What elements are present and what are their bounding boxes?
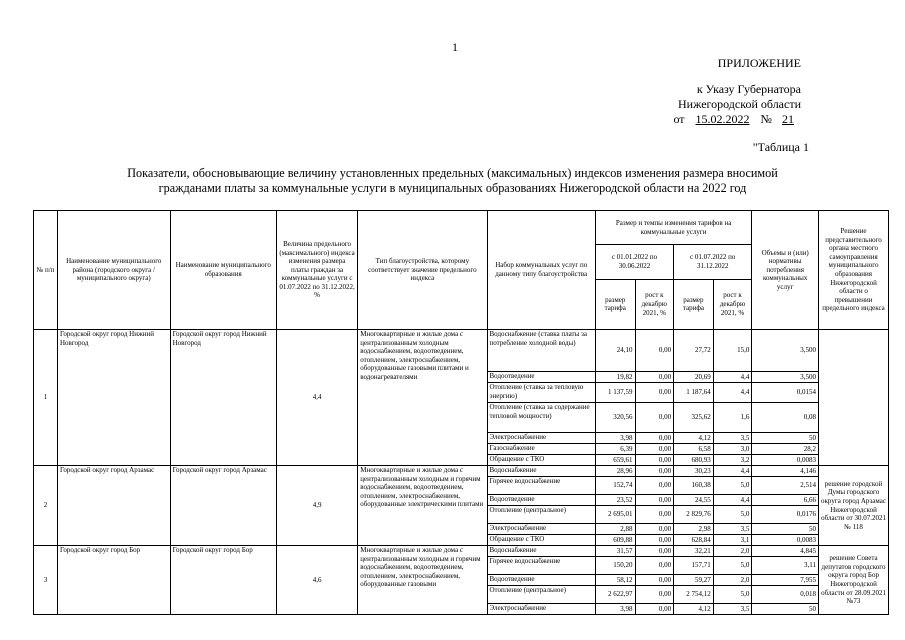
cell-tariff-1: 19,82 xyxy=(595,372,635,383)
cell-tariff-1: 58,12 xyxy=(595,575,635,586)
header-municipality: Наименование муниципального образования xyxy=(170,211,276,330)
cell-growth-1: 0,00 xyxy=(635,586,674,604)
cell-tariff-1: 609,88 xyxy=(595,535,635,546)
cell-num: 1 xyxy=(34,330,58,466)
cell-growth-1: 0,00 xyxy=(635,557,674,575)
cell-tariff-2: 4,12 xyxy=(674,433,714,444)
document-title xyxy=(0,166,905,196)
cell-service: Водоотведение xyxy=(487,495,595,506)
cell-tariff-2: 59,27 xyxy=(674,575,714,586)
appendix-line: к Указу Губернатора xyxy=(696,82,801,96)
cell-growth-2: 3,5 xyxy=(713,524,752,535)
cell-volume: 50 xyxy=(752,524,819,535)
cell-service: Отопление (центральное) xyxy=(487,586,595,604)
cell-service: Электроснабжение xyxy=(487,604,595,615)
cell-tariff-2: 325,62 xyxy=(674,403,714,433)
decree-number: 21 xyxy=(782,112,794,126)
table-row xyxy=(34,466,889,477)
header-index: Величина предельного (максимального) индекса изменения размера платы граждан за коммунальные услуги с 01.07.2022 по 31.12.2022, % xyxy=(276,211,357,330)
cell-tariff-1: 6,39 xyxy=(595,444,635,455)
cell-volume: 6,66 xyxy=(752,495,819,506)
cell-service: Электроснабжение xyxy=(487,524,595,535)
cell-tariff-2: 157,71 xyxy=(674,557,714,575)
cell-district: Городской округ город Арзамас xyxy=(57,466,170,546)
cell-tariff-2: 32,21 xyxy=(674,546,714,557)
from-label: от xyxy=(673,112,685,126)
cell-growth-2: 5,0 xyxy=(713,586,752,604)
cell-decision: решение Совета депутатов городского округа город Бор Нижегородской области от 28.09.2021 №73 xyxy=(819,546,889,615)
cell-tariff-2: 30,23 xyxy=(674,466,714,477)
cell-decision xyxy=(819,330,889,466)
cell-growth-2: 4,4 xyxy=(713,495,752,506)
cell-index: 4,6 xyxy=(276,546,357,615)
cell-tariff-1: 659,61 xyxy=(595,455,635,466)
cell-service: Отопление (ставка за содержание тепловой мощности) xyxy=(487,403,595,433)
cell-volume: 3,11 xyxy=(752,557,819,575)
cell-volume: 0,0176 xyxy=(752,506,819,524)
cell-volume: 3,500 xyxy=(752,330,819,372)
cell-growth-1: 0,00 xyxy=(635,466,674,477)
cell-district: Городской округ город Нижний Новгород xyxy=(57,330,170,466)
cell-service: Отопление (ставка за тепловую энергию) xyxy=(487,383,595,403)
cell-growth-1: 0,00 xyxy=(635,575,674,586)
title-line: Показатели, обосновывающие величину установленных предельных (максимальных) индексов изменения размера вносимой xyxy=(127,166,778,180)
header-volume: Объемы и (или) нормативы потребления коммунальных услуг xyxy=(752,211,819,330)
header-decision: Решение представительного органа местного самоуправления муниципального образования Нижегородской области о превышении предельного индекса xyxy=(819,211,889,330)
cell-service: Обращение с ТКО xyxy=(487,535,595,546)
cell-growth-2: 2,0 xyxy=(713,575,752,586)
cell-growth-1: 0,00 xyxy=(635,403,674,433)
cell-growth-1: 0,00 xyxy=(635,444,674,455)
cell-growth-1: 0,00 xyxy=(635,495,674,506)
cell-volume: 4,146 xyxy=(752,466,819,477)
cell-tariff-1: 1 137,59 xyxy=(595,383,635,403)
title-line: гражданами платы за коммунальные услуги в муниципальных образованиях Нижегородской области на 2022 год xyxy=(158,181,747,195)
cell-volume: 3,500 xyxy=(752,372,819,383)
cell-growth-1: 0,00 xyxy=(635,383,674,403)
cell-volume: 50 xyxy=(752,604,819,615)
cell-tariff-1: 150,20 xyxy=(595,557,635,575)
table-row xyxy=(34,546,889,557)
cell-growth-1: 0,00 xyxy=(635,604,674,615)
header-building-type: Тип благоустройства, которому соответствует значение предельного индекса xyxy=(358,211,487,330)
cell-growth-1: 0,00 xyxy=(635,524,674,535)
cell-growth-2: 5,0 xyxy=(713,557,752,575)
cell-volume: 0,0083 xyxy=(752,535,819,546)
cell-tariff-1: 320,56 xyxy=(595,403,635,433)
decree-date: 15.02.2022 xyxy=(695,112,750,126)
appendix-heading: ПРИЛОЖЕНИЕ xyxy=(717,56,801,70)
cell-tariff-1: 2 695,01 xyxy=(595,506,635,524)
cell-growth-1: 0,00 xyxy=(635,433,674,444)
cell-growth-2: 3,2 xyxy=(713,455,752,466)
cell-growth-1: 0,00 xyxy=(635,455,674,466)
cell-volume: 0,018 xyxy=(752,586,819,604)
cell-service: Горячее водоснабжение xyxy=(487,557,595,575)
cell-index: 4,4 xyxy=(276,330,357,466)
cell-volume: 50 xyxy=(752,433,819,444)
header-growth: рост к декабрю 2021, % xyxy=(635,279,674,329)
cell-index: 4,9 xyxy=(276,466,357,546)
header-num: № п/п xyxy=(34,211,58,330)
cell-tariff-2: 680,93 xyxy=(674,455,714,466)
cell-tariff-1: 28,96 xyxy=(595,466,635,477)
cell-tariff-1: 3,98 xyxy=(595,433,635,444)
cell-growth-2: 4,4 xyxy=(713,383,752,403)
cell-num: 2 xyxy=(34,466,58,546)
cell-municipality: Городской округ город Нижний Новгород xyxy=(170,330,276,466)
cell-tariff-2: 2 829,76 xyxy=(674,506,714,524)
cell-building-type: Многоквартирные и жилые дома с централизованным холодным и горячим водоснабжением, водоотведением, отоплением, электроснабжением, оборудованные электрическими плитами xyxy=(358,466,487,546)
cell-growth-2: 5,0 xyxy=(713,506,752,524)
cell-tariff-1: 3,98 xyxy=(595,604,635,615)
cell-growth-1: 0,00 xyxy=(635,535,674,546)
cell-service: Водоотведение xyxy=(487,372,595,383)
cell-growth-2: 2,0 xyxy=(713,546,752,557)
cell-num: 3 xyxy=(34,546,58,615)
cell-tariff-2: 6,58 xyxy=(674,444,714,455)
cell-tariff-1: 31,57 xyxy=(595,546,635,557)
cell-service: Водоснабжение xyxy=(487,546,595,557)
header-tariff-size: размер тарифа xyxy=(595,279,635,329)
cell-growth-2: 3,5 xyxy=(713,604,752,615)
cell-growth-2: 3,5 xyxy=(713,433,752,444)
appendix-date-line xyxy=(673,112,801,127)
cell-service: Отопление (центральное) xyxy=(487,506,595,524)
table-label: "Таблица 1 xyxy=(752,140,809,154)
cell-service: Водоотведение xyxy=(487,575,595,586)
cell-growth-2: 3,1 xyxy=(713,535,752,546)
number-label: № xyxy=(760,112,772,126)
header-district: Наименование муниципального района (городского округа / муниципального округа) xyxy=(57,211,170,330)
cell-service: Газоснабжение xyxy=(487,444,595,455)
cell-growth-1: 0,00 xyxy=(635,546,674,557)
header-services: Набор коммунальных услуг по данному типу благоустройства xyxy=(487,211,595,330)
appendix-block xyxy=(673,56,801,127)
cell-volume: 2,514 xyxy=(752,477,819,495)
cell-growth-1: 0,00 xyxy=(635,330,674,372)
cell-service: Электроснабжение xyxy=(487,433,595,444)
cell-tariff-2: 20,69 xyxy=(674,372,714,383)
cell-growth-2: 5,0 xyxy=(713,477,752,495)
header-period-1: с 01.01.2022 по 30.06.2022 xyxy=(595,245,673,279)
cell-tariff-1: 23,52 xyxy=(595,495,635,506)
page-number: 1 xyxy=(452,40,458,54)
cell-tariff-2: 24,55 xyxy=(674,495,714,506)
cell-tariff-2: 2 754,12 xyxy=(674,586,714,604)
cell-municipality: Городской округ город Бор xyxy=(170,546,276,615)
cell-growth-2: 4,4 xyxy=(713,466,752,477)
cell-growth-2: 1,6 xyxy=(713,403,752,433)
cell-growth-1: 0,00 xyxy=(635,477,674,495)
cell-service: Водоснабжение xyxy=(487,466,595,477)
cell-growth-2: 4,4 xyxy=(713,372,752,383)
cell-growth-1: 0,00 xyxy=(635,506,674,524)
cell-volume: 0,0083 xyxy=(752,455,819,466)
header-tariff-group: Размер и темпы изменения тарифов на коммунальные услуги xyxy=(595,211,751,245)
cell-tariff-1: 152,74 xyxy=(595,477,635,495)
cell-volume: 4,845 xyxy=(752,546,819,557)
cell-tariff-1: 2,88 xyxy=(595,524,635,535)
cell-service: Горячее водоснабжение xyxy=(487,477,595,495)
cell-building-type: Многоквартирные и жилые дома с централизованным холодным и горячим водоснабжением, водоотведением, отоплением, электроснабжением, оборудованные газовыми xyxy=(358,546,487,615)
cell-tariff-2: 2,98 xyxy=(674,524,714,535)
cell-tariff-2: 27,72 xyxy=(674,330,714,372)
cell-growth-2: 3,0 xyxy=(713,444,752,455)
cell-tariff-1: 2 622,97 xyxy=(595,586,635,604)
cell-tariff-2: 1 187,64 xyxy=(674,383,714,403)
table-row xyxy=(34,330,889,372)
cell-growth-2: 15,0 xyxy=(713,330,752,372)
cell-tariff-2: 4,12 xyxy=(674,604,714,615)
cell-volume: 28,2 xyxy=(752,444,819,455)
header-growth: рост к декабрю 2021, % xyxy=(713,279,752,329)
cell-tariff-2: 160,38 xyxy=(674,477,714,495)
cell-tariff-1: 24,10 xyxy=(595,330,635,372)
cell-service: Водоснабжение (ставка платы за потребление холодной воды) xyxy=(487,330,595,372)
header-tariff-size: размер тарифа xyxy=(674,279,714,329)
cell-volume: 0,0154 xyxy=(752,383,819,403)
cell-volume: 0,08 xyxy=(752,403,819,433)
cell-tariff-2: 628,84 xyxy=(674,535,714,546)
cell-growth-1: 0,00 xyxy=(635,372,674,383)
cell-decision: решение городской Думы городского округа город Арзамас Нижегородской области от 30.07.2021 № 118 xyxy=(819,466,889,546)
cell-volume: 7,955 xyxy=(752,575,819,586)
cell-district: Городской округ город Бор xyxy=(57,546,170,615)
cell-building-type: Многоквартирные и жилые дома с централизованным холодным водоснабжением, водоотведением, отоплением, электроснабжением, оборудованные газовыми плитами и водонагревателями xyxy=(358,330,487,466)
appendix-line: Нижегородской области xyxy=(677,97,801,111)
header-period-2: с 01.07.2022 по 31.12.2022 xyxy=(674,245,752,279)
indicators-table xyxy=(33,210,889,615)
cell-service: Обращение с ТКО xyxy=(487,455,595,466)
cell-municipality: Городской округ город Арзамас xyxy=(170,466,276,546)
